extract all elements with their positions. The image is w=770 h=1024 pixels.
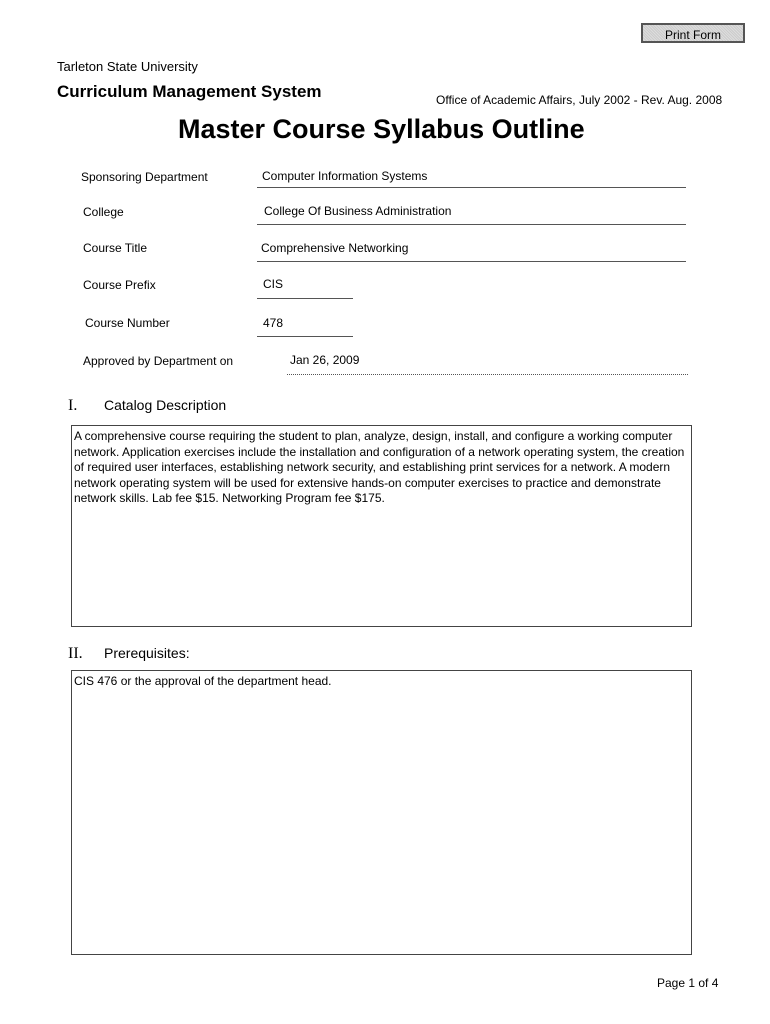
sponsoring-department-label: Sponsoring Department xyxy=(81,170,208,184)
course-number-value: 478 xyxy=(263,316,284,330)
sponsoring-department-value: Computer Information Systems xyxy=(262,169,428,183)
prerequisites-textarea[interactable]: CIS 476 or the approval of the department head. xyxy=(71,670,692,955)
course-number-field[interactable] xyxy=(263,316,353,334)
page-number: Page 1 of 4 xyxy=(657,976,719,990)
section-2-number: II. xyxy=(68,645,83,662)
course-title-value: Comprehensive Networking xyxy=(261,241,409,255)
catalog-description-textarea[interactable]: A comprehensive course requiring the student to plan, analyze, design, install, and configure a working computer network. Application exercises include the installation and configuration of a network operating system, the creation of required user interfaces, establishing network security, and establishing print services for a network. A modern network operating system will be used for extensive hands-on computer exercises to practice and demonstrate network skills. Lab fee $15. Networking Program fee $175. xyxy=(71,425,692,627)
section-2-title: Prerequisites: xyxy=(104,645,190,661)
page-title: Master Course Syllabus Outline xyxy=(178,114,585,144)
course-prefix-field[interactable] xyxy=(263,277,353,295)
approved-date-field[interactable] xyxy=(290,353,688,371)
office-info: Office of Academic Affairs, July 2002 - Rev. Aug. 2008 xyxy=(436,93,723,107)
section-1-title: Catalog Description xyxy=(104,397,227,413)
college-field[interactable] xyxy=(264,204,686,222)
course-prefix-value: CIS xyxy=(263,277,284,291)
college-label: College xyxy=(83,205,124,219)
course-prefix-label: Course Prefix xyxy=(83,278,156,292)
print-form-button[interactable]: Print Form xyxy=(641,23,745,43)
course-title-field[interactable] xyxy=(261,241,686,259)
approved-label: Approved by Department on xyxy=(83,354,234,368)
approved-date-value: Jan 26, 2009 xyxy=(290,353,360,367)
section-1-number: I. xyxy=(68,397,78,414)
course-number-label: Course Number xyxy=(85,316,170,330)
university-name: Tarleton State University xyxy=(57,59,198,74)
system-name: Curriculum Management System xyxy=(57,82,322,101)
course-title-label: Course Title xyxy=(83,241,148,255)
college-value: College Of Business Administration xyxy=(264,204,452,218)
sponsoring-department-field[interactable] xyxy=(262,169,686,187)
